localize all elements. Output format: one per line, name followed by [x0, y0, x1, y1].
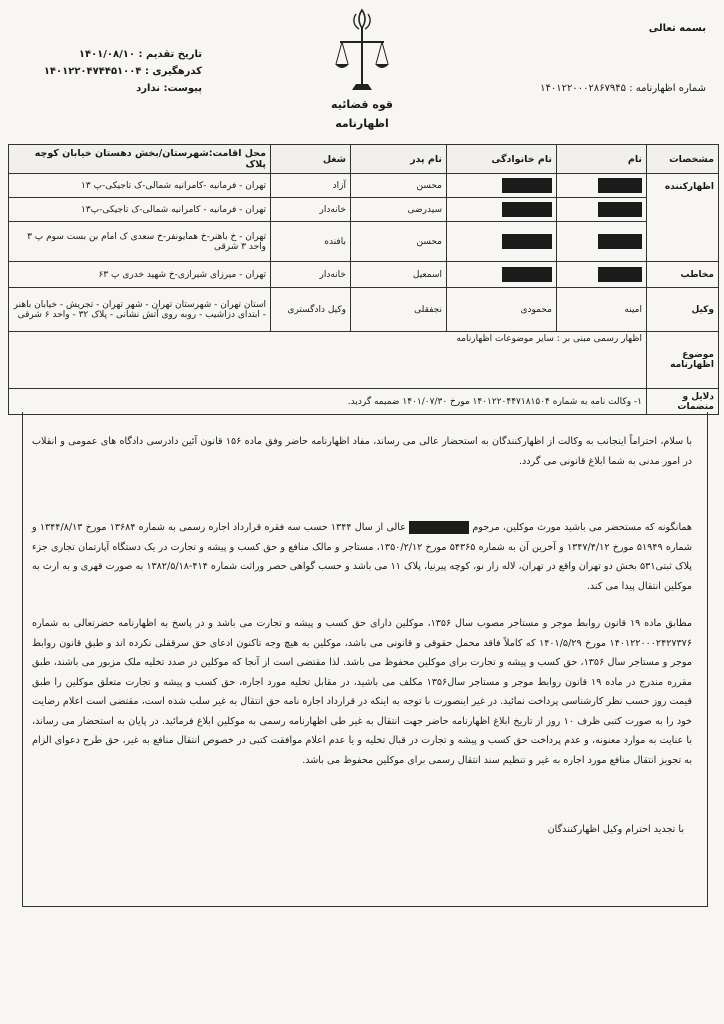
role-cell: وکیل	[647, 288, 719, 332]
col-header-job: شغل	[271, 145, 351, 174]
redaction-block	[502, 267, 552, 282]
redaction-block	[409, 521, 469, 534]
family-cell	[447, 198, 557, 222]
name-cell: امینه	[557, 288, 647, 332]
judiciary-emblem-icon	[332, 6, 392, 96]
evidence-label: دلایل و منضمات	[647, 389, 719, 415]
bismillah: بسمه تعالی	[648, 23, 706, 34]
address-cell: تهران - میرزای شیرازی-خ شهید خدری پ ۶۳	[9, 262, 271, 288]
header-right	[540, 22, 706, 112]
submit-date: تاریخ تقدیم : ۱۴۰۱/۰۸/۱۰	[78, 49, 202, 60]
address-cell: تهران - خ باهنر-خ همایونفر-خ سعدی ک امام بن بست سوم پ ۳ واحد ۳ شرقی	[9, 222, 271, 262]
paragraph-background-rest: عالی از سال ۱۳۴۴ حسب سه فقره قرارداد اجاره رسمی به شماره ۱۳۶۸۴ مورخ ۱۳۴۴/۸/۱۳ و شماره ۵۱۹۴۹ مورخ ۱۳۴۷/۴/۱۲ و آخرین آن به شماره ۵۴۳۶۵ مورخ ۱۳۵۰/۲/۱۲، مستاجر و مالک منافع و حق کسب و پیشه و تجارت در یک دستگاه آپارتمان تجاری جزء پلاک ثبتی۵۳۱ بخش دو تهران واقع در تهران، لاله زار نو، کوچه پیرنیا، پلاک ۱۱ می باشد و حسب گواهی حصر وراثت شماره ۴۱۴-۱۳۸۲/۵/۱۸ به صورت قهری و به ارث به موکلین انتقال پیدا می کند.	[32, 522, 692, 592]
document-title: اظهارنامه	[335, 117, 389, 130]
table-row	[9, 262, 719, 288]
role-cell: اظهارکننده	[647, 174, 719, 262]
job-cell: خانه‌دار	[271, 262, 351, 288]
attachment-status: پیوست: ندارد	[136, 83, 202, 94]
name-cell	[557, 262, 647, 288]
family-cell	[447, 222, 557, 262]
col-header-name: نام	[557, 145, 647, 174]
job-cell: وکیل دادگستری	[271, 288, 351, 332]
table-row	[9, 174, 719, 198]
father-cell: محسن	[351, 174, 447, 198]
tracking-code: کدرهگیری : ۱۴۰۱۲۲۰۴۷۴۴۵۱۰۰۴	[43, 66, 202, 77]
name-cell	[557, 174, 647, 198]
redaction-block	[502, 178, 552, 193]
table-header-row	[9, 145, 719, 174]
family-cell	[447, 262, 557, 288]
redaction-block	[502, 202, 552, 217]
col-header-address: محل اقامت:شهرستان/بخش دهستان خیابان کوچه پلاک	[9, 145, 271, 174]
father-cell: سیدرضی	[351, 198, 447, 222]
organization-name: قوه قضائیه	[331, 98, 393, 111]
evidence-row	[9, 389, 719, 415]
petition-number: شماره اظهارنامه : ۱۴۰۱۲۲۰۰۰۲۸۶۷۹۴۵	[540, 83, 706, 94]
subject-row	[9, 332, 719, 389]
table-row	[9, 288, 719, 332]
header-left	[22, 46, 202, 97]
father-cell: محسن	[351, 222, 447, 262]
father-cell: نجفقلی	[351, 288, 447, 332]
paragraph-background	[32, 518, 692, 596]
job-cell: آزاد	[271, 174, 351, 198]
redaction-block	[598, 267, 642, 282]
table-row	[9, 222, 719, 262]
paragraph-demand: مطابق ماده ۱۹ قانون روابط موجر و مستاجر مصوب سال ۱۳۵۶، موکلین دارای حق کسب و پیشه و تجارت می باشد و در پاسخ به اظهارنامه حضرتعالی به شماره ۱۴۰۱۲۲۰۰۰۲۴۲۷۳۷۶ مورخ ۱۴۰۱/۵/۲۹ که کاملاً فاقد محمل حقوقی و قانونی می باشد، موکلین به هیچ وجه تاکنون ادعای حق سرقفلی نکرده اند و طبق قانون روابط موجر و مستاجر سال ۱۳۵۶، حق کسب و پیشه و تجارت برای موکلین محفوظ می باشد. لذا مقتضی است از آنجا که موکلین در صدد تخلیه ملک مزبور می باشند، طبق مقرره مندرج در ماده ۱۹ قانون روابط موجر و مستاجر سال۱۳۵۶ مکلف می باشید، در مقابل تخلیه مورد اجاره، حق کسب و پیشه و تجارت متعلق موکلین را طبق قیمت روز حسب نظر کارشناسی پرداخت نمائید. در غیر اینصورت با توجه به اینکه در قرارداد اجاره نامه حق انتقال به غیر سلب شده است، مقتضی است اعلام رضایت خود را به صورت کتبی ظرف ۱۰ روز از تاریخ ابلاغ اظهارنامه حاضر جهت انتقال به غیر طی اظهارنامه رسمی به موکلین ابلاغ فرمائید. در پایان به استحضار می رساند، با عنایت به موارد معنونه، و عدم پرداخت حق کسب و پیشه و تجارت در قبال تخلیه و یا عدم اعلام موافقت کتبی در خصوص انتقال منافع به غیر، حق طرح دعوای الزام به تجویز انتقال منافع مورد اجاره به غیر و تنظیم سند انتقال رسمی برای موکلین محفوظ می باشد.	[32, 618, 693, 766]
col-header-role: مشخصات	[647, 145, 719, 174]
name-cell	[557, 222, 647, 262]
redaction-block	[598, 178, 642, 193]
redaction-block	[502, 234, 552, 249]
job-cell: خانه‌دار	[271, 198, 351, 222]
family-cell	[447, 174, 557, 198]
col-header-family: نام خانوادگی	[447, 145, 557, 174]
role-cell: مخاطب	[647, 262, 719, 288]
father-cell: اسمعیل	[351, 262, 447, 288]
redaction-block	[598, 202, 642, 217]
col-header-father: نام پدر	[351, 145, 447, 174]
subject-label: موضوع اظهارنامه	[647, 332, 719, 389]
redaction-block	[598, 234, 642, 249]
address-cell: تهران - فرمانیه -کامرانیه شمالی-ک تاجیکی-پ ۱۳	[9, 174, 271, 198]
name-cell	[557, 198, 647, 222]
table-row	[9, 198, 719, 222]
subject-value: اظهار رسمی مبنی بر : سایر موضوعات اظهارنامه	[9, 332, 647, 389]
address-cell: استان تهران - شهرستان تهران - شهر تهران - تجریش - خیابان باهنر - ابتدای دزاشیب - روبه روی آتش نشانی - پلاک ۳۲ - واحد ۶ شرقی	[9, 288, 271, 332]
header-center	[312, 6, 412, 130]
address-cell: تهران - فرمانیه - کامرانیه شمالی-ک تاجیکی-پ۱۳	[9, 198, 271, 222]
closing-line: با تجدید احترام وکیل اظهارکنندگان	[547, 824, 684, 835]
family-cell: محمودی	[447, 288, 557, 332]
paragraph-background-start: همانگونه که مستحضر می باشید مورث موکلین، مرحوم	[472, 522, 692, 533]
parties-table	[8, 144, 719, 415]
job-cell: بافنده	[271, 222, 351, 262]
paragraph-greeting: با سلام، احتراماً اینجانب به وکالت از اظهارکنندگان به استحضار عالی می رساند، مفاد اظهارنامه حاضر وفق ماده ۱۵۶ قانون آئین دادرسی دادگاه های عمومی و انقلاب در امور مدنی به شما ابلاغ قانونی می گردد.	[32, 436, 692, 467]
evidence-value: ۱- وکالت نامه به شماره ۱۴۰۱۲۲۰۴۴۷۱۸۱۵۰۴ مورخ ۱۴۰۱/۰۷/۳۰ ضمیمه گردید.	[9, 389, 647, 415]
